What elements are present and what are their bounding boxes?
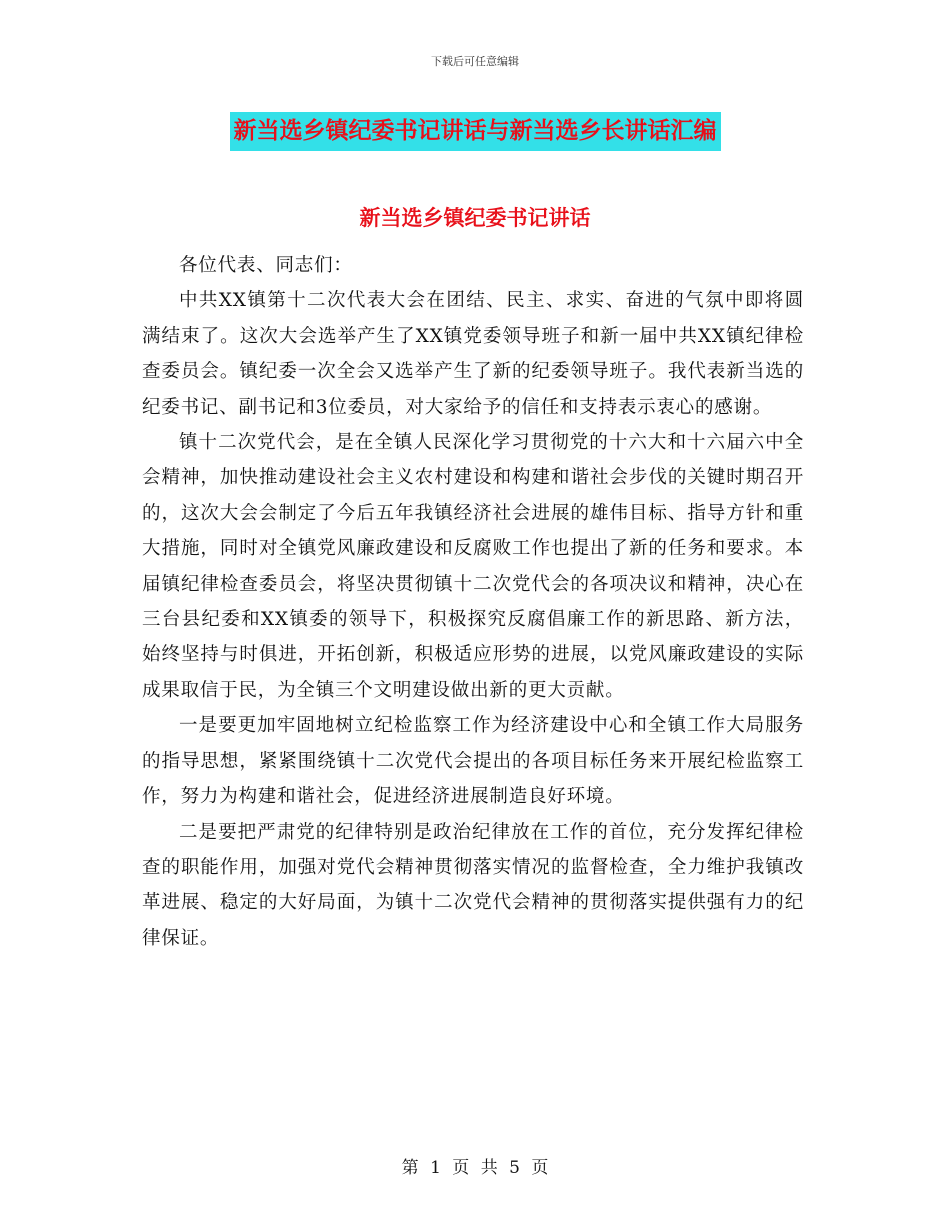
paragraph-1: 中共XX镇第十二次代表大会在团结、民主、求实、奋进的气氛中即将圆满结束了。这次大会选举产生了XX镇党委领导班子和新一届中共XX镇纪律检查委员会。镇纪委一次全会又选举产生了新的纪委领导班子。我代表新当选的纪委书记、副书记和3位委员，对大家给予的信任和支持表示衷心的感谢。 [142,290,804,418]
main-title-container [0,112,950,151]
paragraph-2: 镇十二次党代会，是在全镇人民深化学习贯彻党的十六大和十六届六中全会精神，加快推动建设社会主义农村建设和构建和谐社会步伐的关键时期召开的，这次大会会制定了今后五年我镇经济社会进展的雄伟目标、指导方针和重大措施，同时对全镇党风廉政建设和反腐败工作也提出了新的任务和要求。本届镇纪律检查委员会，将坚决贯彻镇十二次党代会的各项决议和精神，决心在三台县纪委和XX镇委的领导下，积极探究反腐倡廉工作的新思路、新方法，始终坚持与时俱进，开拓创新，积极适应形势的进展，以党风廉政建设的实际成果取信于民，为全镇三个文明建设做出新的更大贡献。 [142,432,804,701]
paragraph-3: 一是要更加牢固地树立纪检监察工作为经济建设中心和全镇工作大局服务的指导思想，紧紧围绕镇十二次党代会提出的各项目标任务来开展纪检监察工作，努力为构建和谐社会，促进经济进展制造良好环境。 [142,715,804,808]
salutation: 各位代表、同志们： [179,255,353,276]
document-body [142,248,804,956]
main-title: 新当选乡镇纪委书记讲话与新当选乡长讲话汇编 [230,112,721,151]
header-note: 下载后可任意编辑 [431,55,519,68]
section-title: 新当选乡镇纪委书记讲话 [359,205,591,230]
paragraph-4: 二是要把严肃党的纪律特别是政治纪律放在工作的首位，充分发挥纪律检查的职能作用，加强对党代会精神贯彻落实情况的监督检查，全力维护我镇改革进展、稳定的大好局面，为镇十二次党代会精神的贯彻落实提供强有力的纪律保证。 [142,821,804,949]
page-number: 第 1 页 共 5 页 [401,1158,549,1178]
